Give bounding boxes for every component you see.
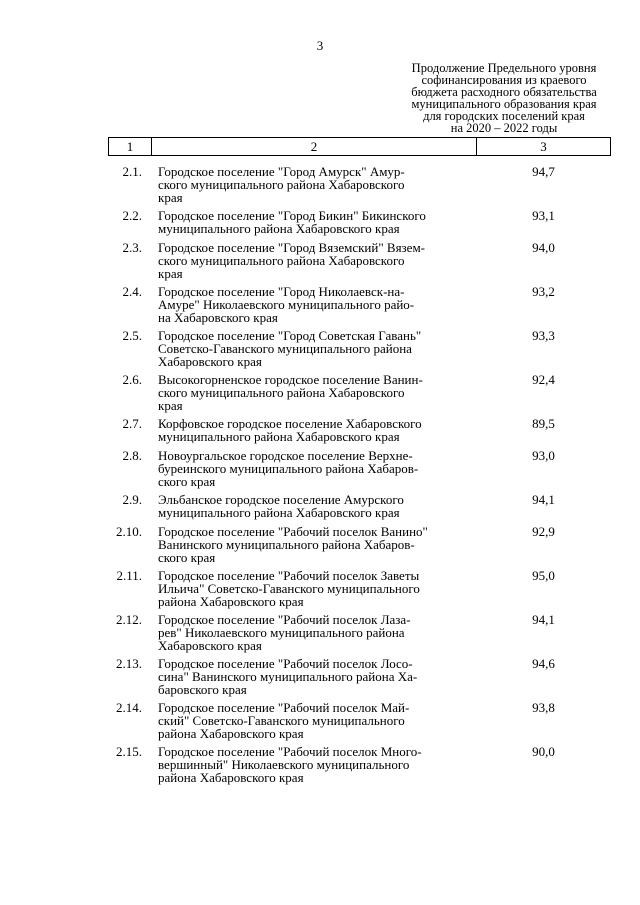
settlement-name-line: ского края — [158, 474, 216, 489]
heading-line: муниципального образования края — [411, 97, 597, 111]
table-row — [108, 493, 611, 525]
settlement-name — [148, 613, 476, 657]
row-number: 2.7. — [122, 416, 142, 431]
table-row — [108, 165, 611, 209]
settlement-name — [148, 209, 476, 241]
settlement-name-line: Советско-Гаванского муниципального района — [158, 341, 412, 356]
table-row — [108, 569, 611, 613]
settlement-name — [148, 701, 476, 745]
heading-line: Продолжение Предельного уровня — [411, 61, 597, 75]
settlement-name-line: муниципального района Хабаровского края — [158, 505, 400, 520]
settlement-name-line: Хабаровского края — [158, 354, 262, 369]
settlement-name-line: ского муниципального района Хабаровского — [158, 253, 405, 268]
settlement-name-line: рев" Николаевского муниципального района — [158, 625, 405, 640]
table-row — [108, 417, 611, 449]
settlement-name-line: Высокогорненское городское поселение Ванин- — [158, 372, 423, 387]
table-row — [108, 209, 611, 241]
cofinancing-value: 93,8 — [532, 700, 555, 715]
table-row — [108, 285, 611, 329]
settlement-name-line: Городское поселение "Город Бикин" Бикинского — [158, 208, 426, 223]
settlement-name-line: Городское поселение "Рабочий поселок Ванино" — [158, 524, 428, 539]
table-row — [108, 613, 611, 657]
cofinancing-value: 94,1 — [532, 612, 555, 627]
row-number: 2.13. — [116, 656, 142, 671]
settlement-name-line: муниципального района Хабаровского края — [158, 429, 400, 444]
settlement-name-line: края — [158, 266, 183, 281]
settlement-name-line: Городское поселение "Рабочий поселок Заветы — [158, 568, 420, 583]
settlement-name-line: ского края — [158, 550, 216, 565]
settlement-name-line: на Хабаровского края — [158, 310, 278, 325]
table-row — [108, 329, 611, 373]
heading-line: на 2020 – 2022 годы — [450, 121, 558, 135]
row-number: 2.10. — [116, 524, 142, 539]
row-number: 2.8. — [122, 448, 142, 463]
settlement-name — [148, 493, 476, 525]
settlement-name-line: края — [158, 398, 183, 413]
row-number: 2.3. — [122, 240, 142, 255]
settlement-name-line: Амуре" Николаевского муниципального райо- — [158, 297, 415, 312]
settlement-name-line: ский" Советско-Гаванского муниципального — [158, 713, 405, 728]
settlement-name-line: муниципального района Хабаровского края — [158, 221, 400, 236]
table-row — [108, 241, 611, 285]
settlement-name-line: Городское поселение "Рабочий поселок Много- — [158, 744, 422, 759]
settlement-name — [148, 745, 476, 789]
table-row — [108, 373, 611, 417]
settlement-name-line: Городское поселение "Город Советская Гавань" — [158, 328, 422, 343]
row-number: 2.5. — [122, 328, 142, 343]
settlement-name-line: Ванинского муниципального района Хабаров- — [158, 537, 415, 552]
settlement-name-line: Городское поселение "Город Николаевск-на- — [158, 284, 405, 299]
cofinancing-value: 89,5 — [532, 416, 555, 431]
heading-line: софинансирования из краевого — [421, 73, 587, 87]
cofinancing-value: 93,3 — [532, 328, 555, 343]
settlement-name-line: района Хабаровского края — [158, 726, 304, 741]
cofinancing-value: 92,4 — [532, 372, 555, 387]
row-number: 2.9. — [122, 492, 142, 507]
column-header-2: 2 — [152, 138, 477, 155]
row-number: 2.2. — [122, 208, 142, 223]
settlement-name-line: края — [158, 190, 183, 205]
row-number: 2.14. — [116, 700, 142, 715]
document-heading — [380, 62, 628, 134]
table-header — [108, 137, 611, 156]
settlement-name-line: Городское поселение "Рабочий поселок Лосо- — [158, 656, 413, 671]
settlement-name-line: сина" Ванинского муниципального района Ха- — [158, 669, 418, 684]
cofinancing-value: 94,1 — [532, 492, 555, 507]
table-row — [108, 449, 611, 493]
settlement-name — [148, 417, 476, 449]
table-row — [108, 657, 611, 701]
table-row — [108, 525, 611, 569]
settlement-name-line: района Хабаровского края — [158, 594, 304, 609]
settlement-name — [148, 329, 476, 373]
cofinancing-value: 94,6 — [532, 656, 555, 671]
table-row — [108, 745, 611, 789]
settlement-name-line: Городское поселение "Город Амурск" Амур- — [158, 164, 405, 179]
settlement-name — [148, 165, 476, 209]
table-row — [108, 701, 611, 745]
cofinancing-value: 93,1 — [532, 208, 555, 223]
settlement-name — [148, 285, 476, 329]
cofinancing-value: 93,2 — [532, 284, 555, 299]
settlement-name-line: Корфовское городское поселение Хабаровского — [158, 416, 422, 431]
settlement-name-line: Хабаровского края — [158, 638, 262, 653]
settlement-name — [148, 449, 476, 493]
cofinancing-value: 92,9 — [532, 524, 555, 539]
settlement-name — [148, 373, 476, 417]
settlement-name — [148, 525, 476, 569]
settlement-name — [148, 569, 476, 613]
settlement-name — [148, 657, 476, 701]
settlement-name-line: баровского края — [158, 682, 247, 697]
column-header-3: 3 — [540, 138, 547, 154]
settlement-name-line: Городское поселение "Рабочий поселок Май- — [158, 700, 410, 715]
settlement-name — [148, 241, 476, 285]
heading-line: для городских поселений края — [423, 109, 585, 123]
settlement-name-line: Ильича" Советско-Гаванского муниципального — [158, 581, 420, 596]
row-number: 2.6. — [122, 372, 142, 387]
row-number: 2.1. — [122, 164, 142, 179]
cofinancing-value: 90,0 — [532, 744, 555, 759]
heading-line: бюджета расходного обязательства — [411, 85, 597, 99]
table-body — [108, 165, 611, 789]
settlement-name-line: Новоургальское городское поселение Верхне- — [158, 448, 413, 463]
cofinancing-value: 94,7 — [532, 164, 555, 179]
row-number: 2.12. — [116, 612, 142, 627]
page-number: 3 — [316, 38, 324, 53]
cofinancing-value: 95,0 — [532, 568, 555, 583]
column-header-1: 1 — [109, 138, 152, 155]
settlement-name-line: Городское поселение "Город Вяземский" Вязем- — [158, 240, 426, 255]
settlement-name-line: района Хабаровского края — [158, 770, 304, 785]
row-number: 2.4. — [122, 284, 142, 299]
settlement-name-line: буреинского муниципального района Хабаров- — [158, 461, 419, 476]
row-number: 2.15. — [116, 744, 142, 759]
settlement-name-line: Эльбанское городское поселение Амурского — [158, 492, 404, 507]
cofinancing-value: 94,0 — [532, 240, 555, 255]
cofinancing-value: 93,0 — [532, 448, 555, 463]
row-number: 2.11. — [116, 568, 142, 583]
settlement-name-line: ского муниципального района Хабаровского — [158, 177, 405, 192]
settlement-name-line: вершинный" Николаевского муниципального — [158, 757, 410, 772]
settlement-name-line: ского муниципального района Хабаровского — [158, 385, 405, 400]
settlement-name-line: Городское поселение "Рабочий поселок Лаза- — [158, 612, 411, 627]
